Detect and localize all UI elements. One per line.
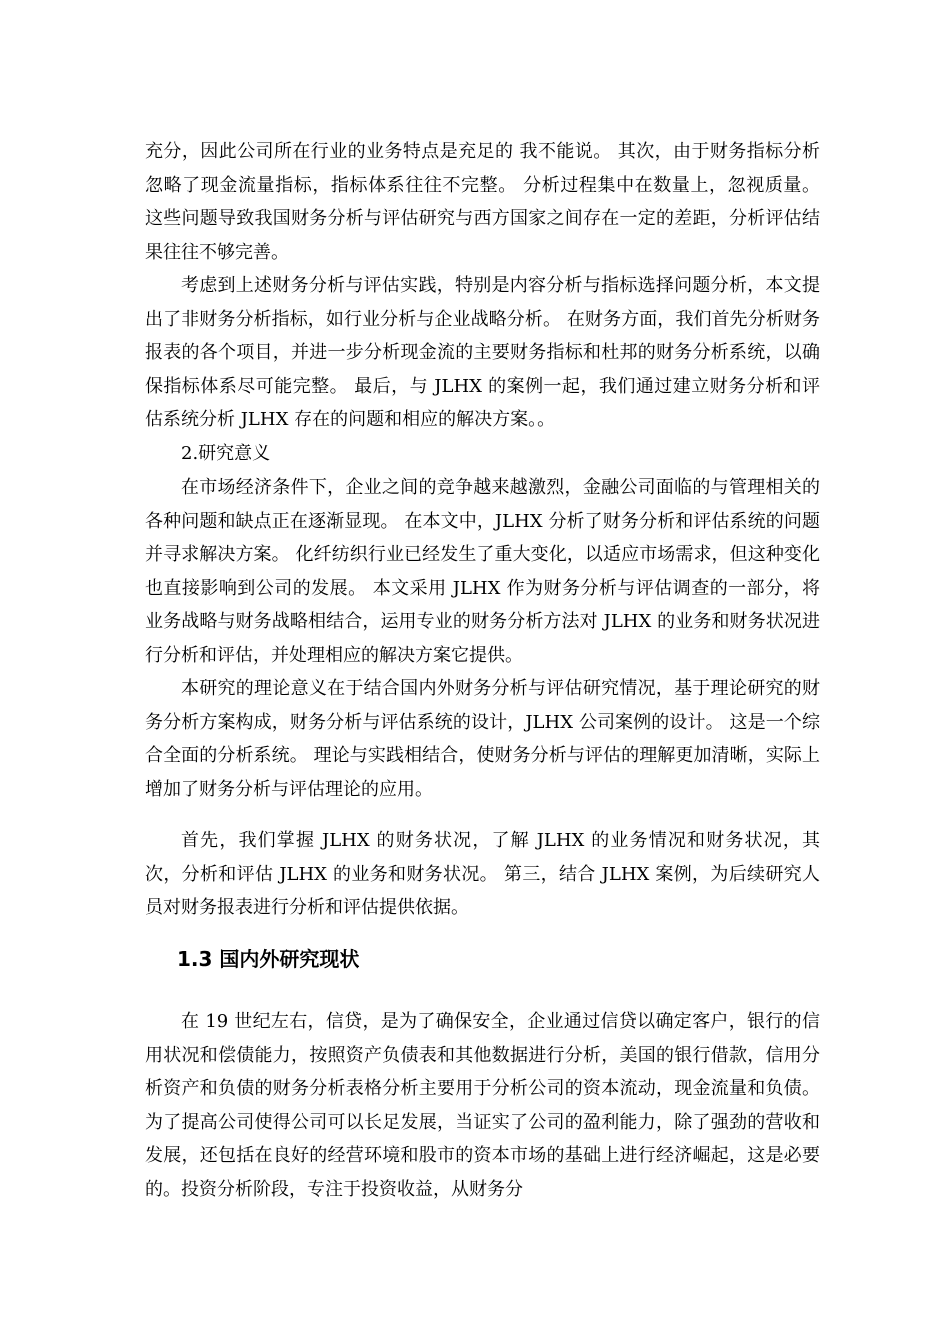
paragraph-theoretical-significance: 本研究的理论意义在于结合国内外财务分析与评估研究情况，基于理论研究的财务分析方案构成，财务分析与评估系统的设计，JLHX 公司案例的设计。 这是一个综合全面的分析系统。 理论与实践相结合，使财务分析与评估的理解更加清晰，实际上增加了财务分析与评估理论的应用。 (145, 678, 820, 800)
paragraph-research-status: 在 19 世纪左右，信贷，是为了确保安全，企业通过信贷以确定客户，银行的信用状况和偿债能力，按照资产负债表和其他数据进行分析，美国的银行借款，信用分析资产和负债的财务分析表格分析主要用于分析公司的资本流动，现金流量和负债。为了提高公司使得公司可以长足发展，当证实了公司的盈利能力，除了强劲的营收和发展，还包括在良好的经营环境和股市的资本市场的基础上进行经济崛起，这是必要的。投资分析阶段，专注于投资收益，从财务分 (145, 1011, 820, 1200)
paragraph-practical-significance: 首先，我们掌握 JLHX 的财务状况，了解 JLHX 的业务情况和财务状况，其次，分析和评估 JLHX 的业务和财务状况。 第三，结合 JLHX 案例，为后续研究人员对财务报表进行分析和评估提供依据。 (145, 830, 820, 918)
section-heading: 1.3 国内外研究现状 (177, 947, 360, 971)
paragraph-significance: 在市场经济条件下，企业之间的竞争越来越激烈，金融公司面临的与管理相关的各种问题和缺点正在逐渐显现。 在本文中，JLHX 分析了财务分析和评估系统的问题并寻求解决方案。 化纤纺织行业已经发生了重大变化，以适应市场需求，但这种变化也直接影响到公司的发展。 本文采用 JLHX 作为财务分析与评估调查的一部分，将业务战略与财务战略相结合，运用专业的财务分析方法对 JLHX 的业务和财务状况进行分析和评估，并处理相应的解决方案它提供。 (145, 477, 820, 666)
paragraph-approach: 考虑到上述财务分析与评估实践，特别是内容分析与指标选择问题分析，本文提出了非财务分析指标，如行业分析与企业战略分析。 在财务方面，我们首先分析财务报表的各个项目，并进一步分析现金流的主要财务指标和杜邦的财务分析系统，以确保指标体系尽可能完整。 最后，与 JLHX 的案例一起，我们通过建立财务分析和评估系统分析 JLHX 存在的问题和相应的解决方案。。 (145, 275, 820, 430)
subheading-research-significance: 2.研究意义 (181, 443, 271, 464)
paragraph-continuation: 充分，因此公司所在行业的业务特点是充足的 我不能说。 其次，由于财务指标分析忽略了现金流量指标，指标体系往往不完整。 分析过程集中在数量上，忽视质量。 这些问题导致我国财务分析与评估研究与西方国家之间存在一定的差距，分析评估结果往往不够完善。 (145, 141, 820, 263)
